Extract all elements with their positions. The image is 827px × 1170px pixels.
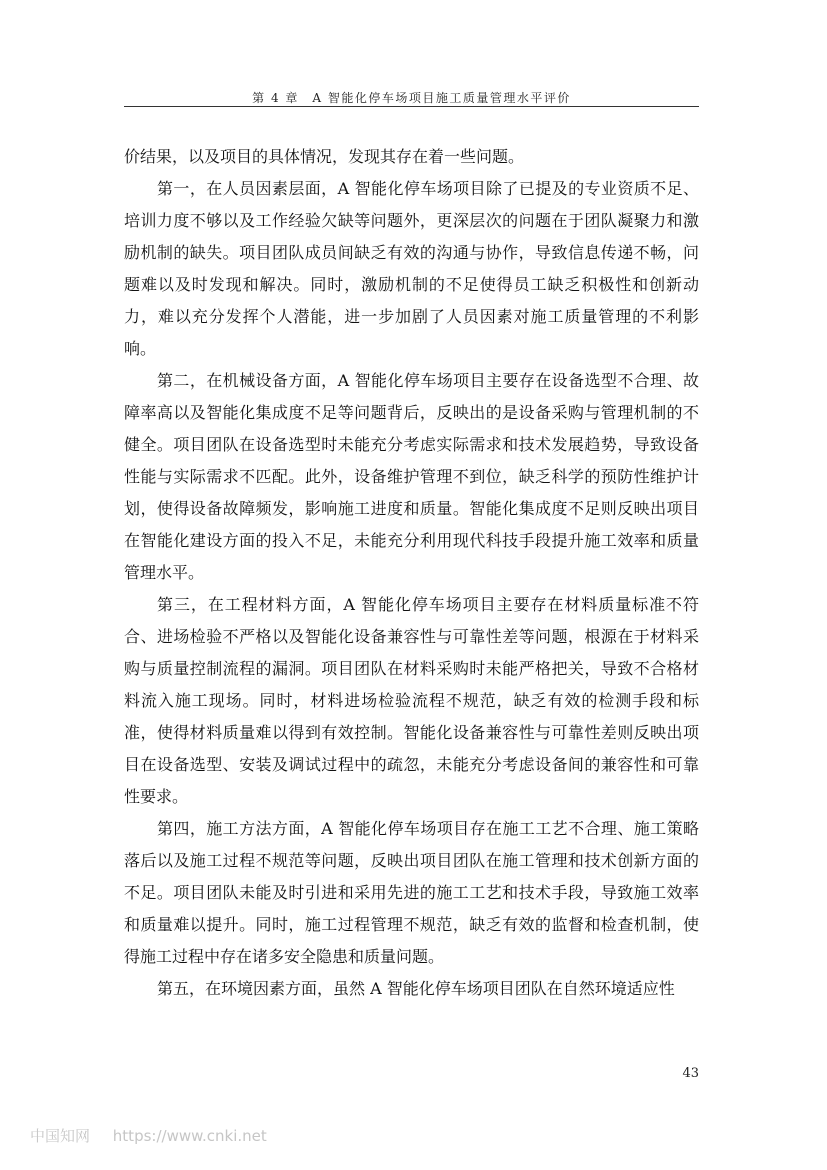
header-rule <box>124 106 699 107</box>
page-number: 43 <box>682 1066 699 1081</box>
watermark-site-url: https://www.cnki.net <box>112 1127 267 1145</box>
paragraph-continuation: 价结果，以及项目的具体情况，发现其存在着一些问题。 <box>124 147 525 166</box>
paragraph-environment-factors: 第五，在环境因素方面，虽然 A 智能化停车场项目团队在自然环境适应性 <box>157 979 675 998</box>
paragraph-engineering-materials: 第三，在工程材料方面，A 智能化停车场项目主要存在材料质量标准不符合、进场检验不严格以及智能化设备兼容性与可靠性差等问题，根源在于材料采购与质量控制流程的漏洞。项目团队在材料采购时未能严格把关，导致不合格材料流入施工现场。同时，材料进场检验流程不规范，缺乏有效的检测手段和标准，使得材料质量难以得到有效控制。智能化设备兼容性与可靠性差则反映出项目在设备选型、安装及调试过程中的疏忽，未能充分考虑设备间的兼容性和可靠性要求。 <box>124 595 699 806</box>
paragraph-machinery-equipment: 第二，在机械设备方面，A 智能化停车场项目主要存在设备选型不合理、故障率高以及智能化集成度不足等问题背后，反映出的是设备采购与管理机制的不健全。项目团队在设备选型时未能充分考虑实际需求和技术发展趋势，导致设备性能与实际需求不匹配。此外，设备维护管理不到位，缺乏科学的预防性维护计划，使得设备故障频发，影响施工进度和质量。智能化集成度不足则反映出项目在智能化建设方面的投入不足，未能充分利用现代科技手段提升施工效率和质量管理水平。 <box>124 371 699 582</box>
paragraph-personnel-factors: 第一，在人员因素层面，A 智能化停车场项目除了已提及的专业资质不足、培训力度不够以及工作经验欠缺等问题外，更深层次的问题在于团队凝聚力和激励机制的缺失。项目团队成员间缺乏有效的沟通与协作，导致信息传递不畅，问题难以及时发现和解决。同时，激励机制的不足使得员工缺乏积极性和创新动力，难以充分发挥个人潜能，进一步加剧了人员因素对施工质量管理的不利影响。 <box>124 179 699 358</box>
paragraph-construction-methods: 第四，施工方法方面，A 智能化停车场项目存在施工工艺不合理、施工策略落后以及施工过程不规范等问题，反映出项目团队在施工管理和技术创新方面的不足。项目团队未能及时引进和采用先进的施工工艺和技术手段，导致施工效率和质量难以提升。同时，施工过程管理不规范，缺乏有效的监督和检查机制，使得施工过程中存在诸多安全隐患和质量问题。 <box>124 819 699 966</box>
body-text <box>124 141 699 1005</box>
cnki-watermark <box>30 1125 285 1146</box>
running-header: 第 4 章 A 智能化停车场项目施工质量管理水平评价 <box>252 91 571 105</box>
watermark-site-name: 中国知网 <box>30 1127 91 1145</box>
